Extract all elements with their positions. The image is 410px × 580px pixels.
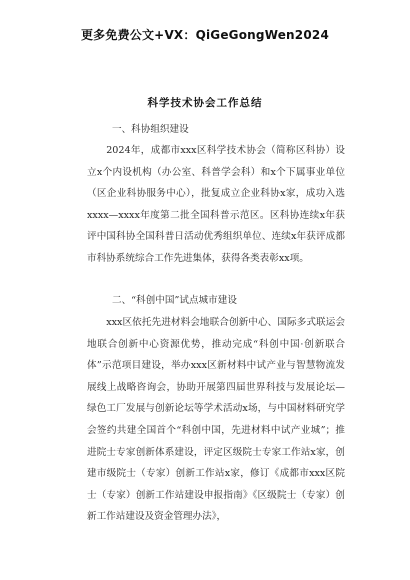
section-1-paragraph: 2024年，成都市xxx区科学技术协会（简称区科协）设立x个内设机构（办公室、科普学会科）和x个下属事业单位（区企业科协服务中心），批复成立企业科协x家，成功入选xxxx—xxxx年度第二批全国科普示范区。区科协连续x年获评中国科协全国科普日活动优秀组织单位、连续x年获评成都市科协系统综合工作先进集体，获得各类表彰xx项。 xyxy=(87,145,345,264)
promo-banner: 更多免费公文+VX：QiGeGongWen2024 xyxy=(80,28,329,42)
section-2-heading: 二、“科创中国”试点城市建设 xyxy=(112,295,237,306)
section-1-heading: 一、科协组织建设 xyxy=(112,124,189,135)
section-2-paragraph: xxx区依托先进材料会地联合创新中心、国际多式联运会地联合创新中心资源优势，推动完成“科创中国·创新联合体”示范项目建设，举办xxx区新材料中试产业与智慧物流发展线上战略咨询会，协助开展第四届世界科技与发展论坛—绿色工厂发展与创新论坛等学术活动x场，与中国材料研究学会签约共建全国首个“科创中国，先进材料中试产业城”；推进院士专家创新体系建设，评定区级院士专家工作站x家，创建市级院士（专家）创新工作站x家，修订《成都市xxx区院士（专家）创新工作站建设申报指南》《区级院士（专家）创新工作站建设及资金管理办法》， xyxy=(87,317,345,523)
document-title: 科学技术协会工作总结 xyxy=(147,97,263,109)
